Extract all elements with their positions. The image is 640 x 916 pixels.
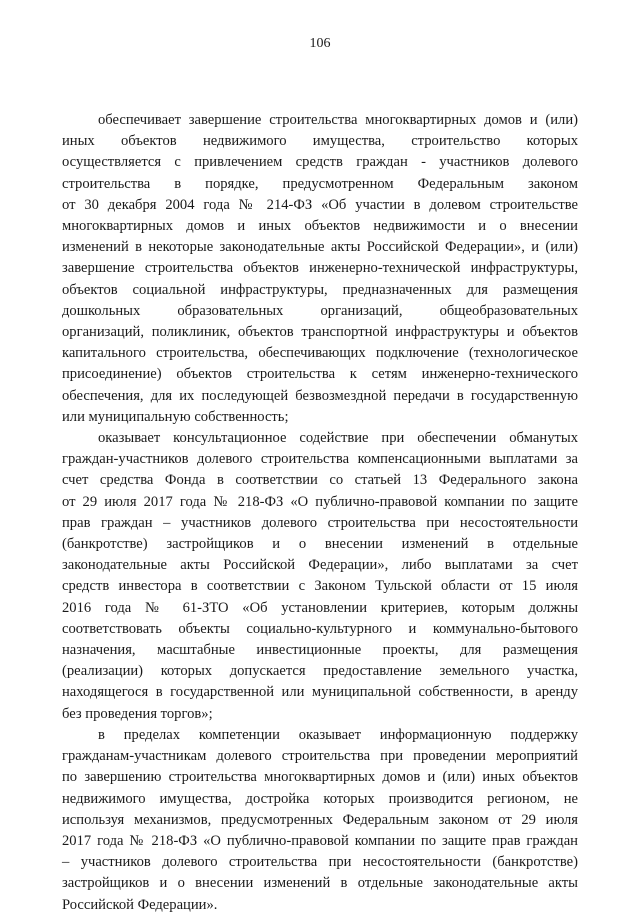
- text-line: строительства в порядке, предусмотренном Федеральным законом: [62, 175, 578, 192]
- text-line: застройщиков и о внесении изменений в отдельные законодательные акты: [62, 875, 578, 892]
- text-line: завершение строительства объектов инженерно-технической инфраструктуры,: [62, 260, 578, 277]
- text-line: изменений в некоторые законодательные акты Российской Федерации», и (или): [62, 239, 578, 256]
- text-line: 2017 года № 218-ФЗ «О публично-правовой компании по защите прав граждан: [62, 832, 578, 849]
- text-line: прав граждан – участников долевого строительства при несостоятельности: [62, 514, 578, 531]
- text-line: без проведения торгов»;: [62, 705, 213, 722]
- paragraph-consulting-assistance: [62, 428, 578, 725]
- paragraph-information-support: [62, 725, 578, 916]
- text-line: обеспечивает завершение строительства многоквартирных домов и (или): [98, 112, 578, 128]
- text-line: организаций, поликлиник, объектов транспортной инфраструктуры и объектов: [62, 324, 578, 341]
- text-line: осуществляется с привлечением средств граждан - участников долевого: [62, 154, 578, 171]
- text-line: Российской Федерации».: [62, 896, 218, 913]
- document-body: [62, 110, 578, 916]
- text-line: многоквартирных домов и иных объектов недвижимости и о внесении: [62, 218, 578, 235]
- text-line: находящегося в государственной или муниципальной собственности, в аренду: [62, 684, 578, 701]
- text-line: от 30 декабря 2004 года № 214-ФЗ «Об участии в долевом строительстве: [62, 196, 578, 213]
- text-line: объектов социальной инфраструктуры, предназначенных для размещения: [62, 281, 578, 298]
- text-line: 2016 года № 61-ЗТО «Об установлении критериев, которым должны: [62, 599, 578, 616]
- text-line: – участников долевого строительства при несостоятельности (банкротстве): [62, 854, 578, 871]
- text-line: (банкротстве) застройщиков и о внесении изменений в отдельные: [62, 536, 578, 553]
- text-line: граждан-участников долевого строительства компенсационными выплатами за: [62, 451, 578, 468]
- text-line: по завершению строительства многоквартирных домов и (или) иных объектов: [62, 769, 578, 786]
- page-number: 106: [309, 36, 331, 51]
- paragraph-completion-of-construction: [62, 110, 578, 428]
- text-line: присоединение) объектов строительства к сетям инженерно-технического: [62, 366, 578, 383]
- text-line: от 29 июля 2017 года № 218-ФЗ «О публично-правовой компании по защите: [62, 493, 578, 510]
- text-line: дошкольных образовательных организаций, общеобразовательных: [62, 302, 578, 319]
- text-line: оказывает консультационное содействие при обеспечении обманутых: [98, 430, 578, 447]
- text-line: назначения, масштабные инвестиционные проекты, для размещения: [62, 642, 578, 659]
- text-line: иных объектов недвижимого имущества, строительство которых: [62, 133, 578, 150]
- text-line: счет средства Фонда в соответствии со статьей 13 Федерального закона: [62, 472, 578, 489]
- text-line: или муниципальную собственность;: [62, 408, 289, 425]
- text-line: средств инвестора в соответствии с Законом Тульской области от 15 июля: [62, 578, 578, 595]
- text-line: законодательные акты Российской Федерации», либо выплатами за счет: [62, 557, 578, 574]
- text-line: недвижимого имущества, достройка которых производится регионом, не: [62, 790, 578, 807]
- text-line: используя механизмов, предусмотренных Федеральным законом от 29 июля: [62, 811, 578, 828]
- text-line: соответствовать объекты социально-культурного и коммунально-бытового: [62, 620, 578, 637]
- text-line: капитального строительства, обеспечивающих подключение (технологическое: [62, 345, 578, 362]
- text-line: обеспечения, для их последующей безвозмездной передачи в государственную: [62, 387, 578, 404]
- text-line: в пределах компетенции оказывает информационную поддержку: [98, 726, 578, 743]
- text-line: (реализации) которых допускается предоставление земельного участка,: [62, 663, 578, 680]
- text-line: гражданам-участникам долевого строительства при проведении мероприятий: [62, 748, 578, 765]
